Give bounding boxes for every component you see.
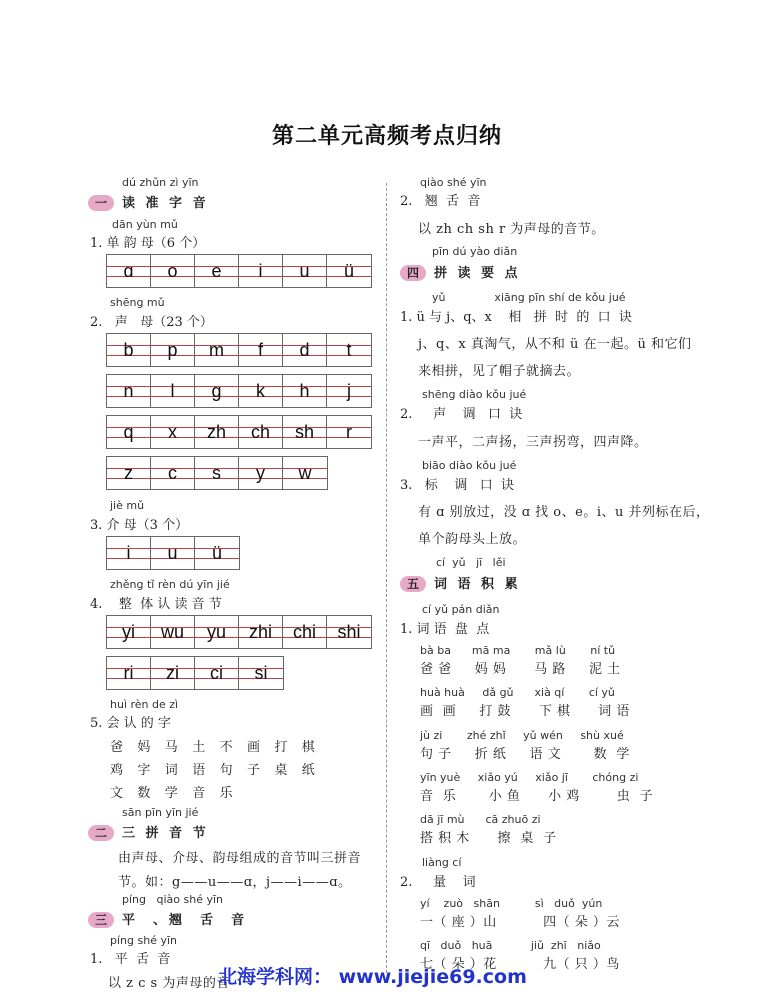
section-3-heading — [88, 909, 247, 928]
pinyin-cell: i — [107, 537, 151, 569]
word-pinyin-row: dā jī mù cā zhuō zi — [420, 813, 541, 826]
word-row: 句 子 折 纸 语 文 数 学 — [420, 747, 630, 762]
word-row: 音 乐 小 鱼 小 鸡 虫 子 — [420, 789, 654, 804]
pinyin-cell: yu — [195, 616, 239, 648]
word-pinyin-row: yí zuò shān sì duǒ yún — [420, 897, 603, 910]
pinyin-cell: shi — [327, 616, 371, 648]
pinyin-cell: ci — [195, 657, 239, 689]
pinyin-cell: u — [151, 537, 195, 569]
word-pinyin-row: huà huà dǎ gǔ xià qí cí yǔ — [420, 686, 615, 699]
section-5-label: 词 语 积 累 — [434, 577, 521, 592]
page-title: 第二单元高频考点归纳 — [271, 124, 502, 149]
pinyin-cell: c — [151, 457, 195, 489]
grid-zheng-ti-row-1 — [106, 615, 372, 649]
right-r4-title: 1. 词 语 盘 点 — [400, 622, 490, 637]
paragraph-line: 一声平，二声扬，三声拐弯，四声降。 — [418, 435, 648, 450]
pinyin-cell: ch — [239, 416, 283, 448]
right-r1-pinyin: yǔ xiāng pīn shí de kǒu jué — [432, 291, 626, 304]
pinyin-cell: d — [283, 334, 327, 366]
section-5-pinyin: cí yǔ jī lěi — [436, 556, 506, 569]
item-2-pinyin: shēng mǔ — [110, 296, 165, 309]
item-4-title: 4. 整 体 认 读 音 节 — [90, 597, 222, 612]
paragraph-line: 节。如：g——u——ɑ，j——i——ɑ。 — [118, 875, 352, 890]
section-5-heading — [400, 573, 521, 592]
grid-sheng-mu-row-1 — [106, 333, 372, 367]
pinyin-cell: y — [239, 457, 283, 489]
section-4-pinyin: pīn dú yào diǎn — [432, 245, 518, 258]
pinyin-cell: zi — [151, 657, 195, 689]
pinyin-cell: e — [195, 255, 239, 287]
pinyin-cell: ɑ — [107, 255, 151, 287]
pinyin-cell: j — [327, 375, 371, 407]
word-row: 爸 爸 妈 妈 马 路 泥 土 — [420, 662, 621, 677]
pinyin-cell: p — [151, 334, 195, 366]
grid-sheng-mu-row-3 — [106, 415, 372, 449]
pinyin-cell: u — [283, 255, 327, 287]
column-divider — [386, 183, 387, 973]
item-5-pinyin: huì rèn de zì — [110, 698, 179, 711]
right-item-2-title: 2. 翘 舌 音 — [400, 194, 481, 209]
word-row: 搭 积 木 擦 桌 子 — [420, 831, 557, 846]
section-1-heading — [88, 192, 209, 211]
section-1-label: 读 准 字 音 — [122, 196, 209, 211]
paragraph-line: 有 ɑ 别放过，没 ɑ 找 o、e。i、u 并列标在后， — [418, 505, 710, 520]
word-pinyin-row: bà ba mā ma mǎ lù ní tǔ — [420, 644, 616, 657]
watermark: 北海学科网： www.jiejie69.com — [218, 966, 527, 988]
section-4-number: 四 — [400, 265, 426, 281]
section-2-number: 二 — [88, 825, 114, 841]
word-pinyin-row: yīn yuè xiǎo yú xiǎo jī chóng zi — [420, 771, 639, 784]
word-row: 七（ 朵 ）花 九（ 只 ）鸟 — [420, 957, 620, 972]
pinyin-cell: sh — [283, 416, 327, 448]
paragraph-line: 单个韵母头上放。 — [418, 532, 527, 547]
item-6-title: 1. 平 舌 音 — [90, 952, 171, 967]
pinyin-cell: zh — [195, 416, 239, 448]
word-pinyin-row: qī duǒ huā jiǔ zhī niǎo — [420, 939, 601, 952]
pinyin-cell: l — [151, 375, 195, 407]
pinyin-cell: wu — [151, 616, 195, 648]
right-r2-pinyin: shēng diào kǒu jué — [422, 388, 527, 401]
paragraph-line: j、q、x 真淘气，从不和 ü 在一起。ü 和它们 — [418, 337, 692, 352]
right-r4-pinyin: cí yǔ pán diǎn — [422, 603, 500, 616]
item-4-pinyin: zhěng tǐ rèn dú yīn jié — [110, 578, 230, 591]
pinyin-cell: x — [151, 416, 195, 448]
word-row: 一（ 座 ）山 四（ 朵 ）云 — [420, 915, 620, 930]
pinyin-cell: ü — [327, 255, 371, 287]
section-3-pinyin: píng qiào shé yīn — [122, 893, 223, 906]
pinyin-cell: b — [107, 334, 151, 366]
grid-jie-mu — [106, 536, 240, 570]
section-4-label: 拼 读 要 点 — [434, 266, 521, 281]
item-3-pinyin: jiè mǔ — [110, 499, 145, 512]
item-1-pinyin: dān yùn mǔ — [112, 218, 178, 231]
section-1-pinyin: dú zhǔn zì yīn — [122, 176, 199, 189]
pinyin-cell: t — [327, 334, 371, 366]
item-2-title: 2. 声 母（23 个） — [90, 315, 213, 330]
word-pinyin-row: jù zi zhé zhǐ yǔ wén shù xué — [420, 729, 624, 742]
grid-sheng-mu-row-4 — [106, 456, 328, 490]
right-item-2-pinyin: qiào shé yīn — [420, 176, 487, 189]
pinyin-cell: zhi — [239, 616, 283, 648]
right-r2-title: 2. 声 调 口 诀 — [400, 407, 523, 422]
pinyin-cell: s — [195, 457, 239, 489]
paragraph-line: 来相拼，见了帽子就摘去。 — [418, 364, 581, 379]
item-1-title: 1. 单 韵 母（6 个） — [90, 236, 206, 251]
pinyin-cell: chi — [283, 616, 327, 648]
paragraph-line: 以 zh ch sh r 为声母的音节。 — [418, 222, 605, 237]
item-3-title: 3. 介 母（3 个） — [90, 518, 189, 533]
pinyin-cell: n — [107, 375, 151, 407]
pinyin-cell: z — [107, 457, 151, 489]
pinyin-cell: w — [283, 457, 327, 489]
grid-sheng-mu-row-2 — [106, 374, 372, 408]
section-3-label: 平 、翘 舌 音 — [122, 913, 248, 928]
section-1-number: 一 — [88, 195, 114, 211]
pinyin-cell: o — [151, 255, 195, 287]
word-row: 画 画 打 鼓 下 棋 词 语 — [420, 704, 630, 719]
item-6-pinyin: píng shé yīn — [110, 934, 177, 947]
pinyin-cell: q — [107, 416, 151, 448]
section-3-number: 三 — [88, 912, 114, 928]
pinyin-cell: h — [283, 375, 327, 407]
section-2-heading — [88, 822, 209, 841]
pinyin-cell: yi — [107, 616, 151, 648]
right-r3-pinyin: biāo diào kǒu jué — [422, 459, 517, 472]
pinyin-cell: f — [239, 334, 283, 366]
pinyin-cell: m — [195, 334, 239, 366]
section-2-label: 三 拼 音 节 — [122, 826, 209, 841]
section-5-number: 五 — [400, 576, 426, 592]
paragraph-line: 由声母、介母、韵母组成的音节叫三拼音 — [118, 851, 362, 866]
grid-dan-yun-mu — [106, 254, 372, 288]
right-r1-title: 1. ü 与 j、q、x 相 拼 时 的 口 诀 — [400, 310, 632, 325]
pinyin-cell: ri — [107, 657, 151, 689]
char-line: 鸡 字 词 语 句 子 桌 纸 — [110, 763, 316, 778]
pinyin-cell: si — [239, 657, 283, 689]
section-4-heading — [400, 262, 521, 281]
grid-zheng-ti-row-2 — [106, 656, 284, 690]
char-line: 文 数 学 音 乐 — [110, 786, 234, 801]
pinyin-cell: i — [239, 255, 283, 287]
section-2-pinyin: sān pīn yīn jié — [122, 806, 199, 819]
right-r5-title: 2. 量 词 — [400, 875, 476, 890]
pinyin-cell: ü — [195, 537, 239, 569]
char-line: 爸 妈 马 土 不 画 打 棋 — [110, 740, 316, 755]
paragraph-line: 以 z c s 为声母的音 — [108, 976, 230, 991]
pinyin-cell: r — [327, 416, 371, 448]
right-r3-title: 3. 标 调 口 诀 — [400, 478, 514, 493]
right-r5-pinyin: liàng cí — [422, 856, 462, 869]
item-5-title: 5. 会 认 的 字 — [90, 716, 171, 731]
pinyin-cell: k — [239, 375, 283, 407]
pinyin-cell: g — [195, 375, 239, 407]
